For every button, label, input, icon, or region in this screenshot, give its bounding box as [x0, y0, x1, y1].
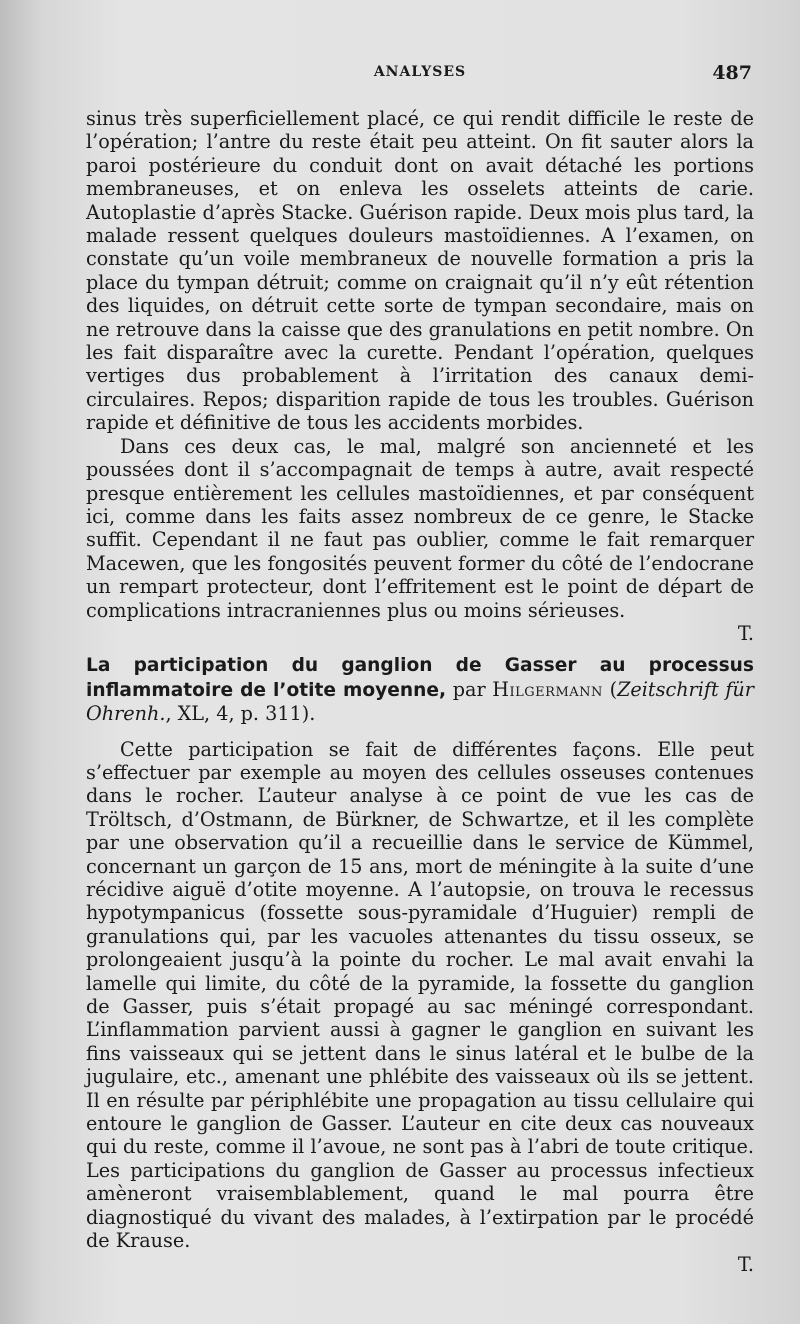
article2-citation-open: (: [609, 677, 618, 701]
page-header: [88, 64, 752, 88]
article2-author: Hilgermann: [492, 677, 603, 701]
running-title: ANALYSES: [373, 64, 467, 80]
section-spacer: [86, 726, 754, 738]
article2-citation-rest: , XL, 4, p. 311).: [165, 702, 316, 726]
article2-heading: [86, 653, 754, 725]
article2-signature: T.: [737, 1252, 754, 1276]
page-number: 487: [712, 62, 752, 84]
article1-paragraph-1: sinus très superficiellement placé, ce qui rendit difficile le reste de l’opération; l’antre du reste était peu atteint. On fit sauter alors la paroi postérieure du conduit dont on avait détaché les portions membraneuses, et on enleva les osselets atteints de carie. Autoplastie d’après Stacke. Guérison rapide. Deux mois plus tard, la malade ressent quelques douleurs mastoïdiennes. A l’examen, on constate qu’un voile membraneux de nouvelle formation a pris la place du tympan détruit; comme on craignait qu’il n’y eût rétention des liquides, on détruit cette sorte de tympan secondaire, mais on ne retrouve dans la caisse que des granulations en petit nombre. On les fait disparaître avec la curette. Pendant l’opération, quelques vertiges dus probablement à l’irritation des canaux demi-circulaires. Repos; disparition rapide de tous les troubles. Guérison rapide et définitive de tous les accidents morbides.: [86, 107, 754, 435]
article2-by: par: [452, 677, 486, 701]
article2-journal: Zeitschrift für Ohrenh.: [86, 677, 754, 726]
article2-body: Cette participation se fait de différentes façons. Elle peut s’effectuer par exemple au moyen des cellules osseuses contenues dans le rocher. L’auteur analyse à ce point de vue les cas de Tröltsch, d’Ostmann, de Bürkner, de Schwartze, et il les complète par une observation qu’il a recueillie dans le service de Kümmel, concernant un garçon de 15 ans, mort de méningite à la suite d’une récidive aiguë d’otite moyenne. A l’autopsie, on trouva le recessus hypotympanicus (fossette sous-pyramidale d’Huguier) rempli de granulations qui, par les vacuoles attenantes du tissu osseux, se prolongeaient jusqu’à la pointe du rocher. Le mal avait envahi la lamelle qui limite, du côté de la pyramide, la fossette du ganglion de Gasser, puis s’était propagé au sac méningé correspondant. L’inflammation parvient aussi à gagner le ganglion en suivant les fins vaisseaux qui se jettent dans le sinus latéral et le bulbe de la jugulaire, etc., amenant une phlébite des vaisseaux où ils se jettent. Il en résulte par périphlébite une propagation au tissu cellulaire qui entoure le ganglion de Gasser. L’auteur en cite deux cas nouveaux qui du reste, comme il l’avoue, ne sont pas à l’abri de toute critique. Les participations du ganglion de Gasser au processus infectieux amèneront vraisemblablement, quand le mal pourra être diagnostiqué du vivant des malades, à l’extirpation par le procédé de Krause.: [86, 737, 754, 1253]
article1-paragraph-2: Dans ces deux cas, le mal, malgré son ancienneté et les poussées dont il s’accompagnait de temps à autre, avait respecté presque entièrement les cellules mastoïdiennes, et par conséquent ici, comme dans les faits assez nombreux de ce genre, le Stacke suffit. Cependant il ne faut pas oublier, comme le fait remarquer Macewen, que les fongosités peuvent former du côté de l’endocrane un rempart protecteur, dont l’effritement est le point de départ de complications intracraniennes plus ou moins sérieuses.: [86, 434, 754, 622]
article2-title: La participation du ganglion de Gasser au processus inflammatoire de l’otite moyenne,: [86, 655, 754, 701]
article1-signature: T.: [737, 621, 754, 645]
page-body: [86, 107, 754, 1276]
